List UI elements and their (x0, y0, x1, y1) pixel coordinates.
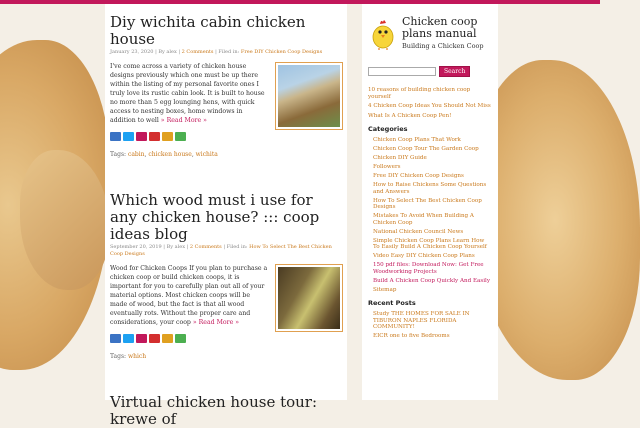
share-more-icon[interactable] (175, 334, 186, 343)
category-link[interactable]: Free DIY Chicken Coop Designs (240, 49, 323, 55)
post (110, 192, 343, 360)
read-more-link[interactable]: » Read More » (160, 117, 207, 124)
share-facebook-icon[interactable] (110, 334, 121, 343)
tag-link[interactable]: chicken house (148, 151, 192, 158)
comments-link[interactable]: 2 Comments (181, 49, 214, 55)
featured-links (368, 87, 492, 119)
sidebar (362, 4, 498, 400)
post-tags: Tags: which (110, 353, 147, 360)
post-meta: September 20, 2019 | By alex | 2 Comments | Filed in: How To Select The Best Chicken Coop Designs (110, 244, 332, 257)
comments-link[interactable]: 2 Comments (189, 244, 222, 250)
categories-list (368, 137, 492, 293)
category-item[interactable]: Chicken Coop Plans That Work (373, 137, 461, 144)
site-tagline: Building a Chicken Coop (402, 42, 484, 50)
category-item[interactable]: How to Raise Chickens Some Questions and Answers (373, 182, 487, 195)
share-twitter-icon[interactable] (123, 334, 134, 343)
share-pinterest-icon[interactable] (136, 334, 147, 343)
share-google-icon[interactable] (149, 334, 160, 343)
category-item[interactable]: Followers (373, 164, 401, 171)
post-meta: January 23, 2020 | By alex | 2 Comments | Filed in: Free DIY Chicken Coop Designs (110, 49, 323, 55)
search-input[interactable] (368, 67, 436, 76)
post-title[interactable]: Virtual chicken house tour: krewe of (110, 393, 318, 428)
share-buttons (110, 132, 343, 141)
main-content (105, 4, 347, 428)
share-twitter-icon[interactable] (123, 132, 134, 141)
tag-link[interactable]: cabin (127, 151, 145, 158)
share-pinterest-icon[interactable] (136, 132, 147, 141)
recent-posts-heading: Recent Posts (368, 299, 416, 308)
site-header[interactable] (368, 16, 492, 50)
tag-link[interactable]: which (127, 353, 147, 360)
post (110, 394, 343, 428)
category-link[interactable]: How To Select The Best Chicken Coop Designs (110, 244, 332, 257)
post-title[interactable]: Which wood must i use for any chicken house? ::: coop ideas blog (110, 191, 320, 243)
category-item[interactable]: Sitemap (373, 286, 397, 293)
category-item[interactable]: Mistakes To Avoid When Building A Chicken Coop (373, 213, 474, 226)
share-email-icon[interactable] (162, 132, 173, 141)
tag-link[interactable]: wichita (195, 151, 218, 158)
chick-logo-icon (368, 16, 398, 50)
search-button[interactable]: Search (439, 66, 470, 77)
share-email-icon[interactable] (162, 334, 173, 343)
sidebar-link[interactable]: 4 Chicken Coop Ideas You Should Not Miss (368, 103, 491, 110)
post-excerpt: I've come across a variety of chicken house designs previously which one must be up there within the listing of my personal favorite ones I truly love its rustic cabin look. It is built to house no more than 5 egg lounging hens, with quick access to nesting boxes, home windows in addition to well » Read More » (110, 62, 343, 125)
category-item[interactable]: Chicken DIY Guide (373, 155, 427, 162)
post (110, 14, 343, 158)
recent-post-item[interactable]: EICR one to five Bedrooms (373, 333, 450, 340)
sidebar-link[interactable]: 10 reasons of building chicken coop yourself (368, 87, 471, 100)
post-excerpt: Wood for Chicken Coops If you plan to purchase a chicken coop or build chicken coops, it is important for you to carefully plan out all of your material options. Most chicken coops will be made of wood, but the fact is that all wood eventually rots. Without the proper care and considerations, your coop » Read More » (110, 264, 343, 327)
category-item[interactable]: Simple Chicken Coop Plans Learn How To Easily Build A Chicken Coop Yourself (373, 237, 487, 251)
recent-posts-list (368, 311, 492, 340)
post-title[interactable]: Diy wichita cabin chicken house (110, 13, 306, 48)
recent-post-item[interactable]: Study THE HOMES FOR SALE IN TIBURON NAPLES FLORIDA COMMUNITY! (373, 311, 470, 331)
share-google-icon[interactable] (149, 132, 160, 141)
share-buttons (110, 334, 343, 343)
category-item[interactable]: Free DIY Chicken Coop Designs (373, 173, 464, 180)
sidebar-link[interactable]: What Is A Chicken Coop Pen! (368, 112, 452, 119)
category-item[interactable]: Build A Chicken Coop Quickly And Easily (373, 277, 490, 284)
site-title[interactable]: Chicken coop plans manual (402, 15, 478, 40)
category-item[interactable]: 150 pdf files: Download Now: Get Free Woodworking Projects (373, 262, 484, 275)
category-item[interactable]: Chicken Coop Tour The Garden Coop (373, 146, 479, 153)
post-thumbnail[interactable] (275, 264, 343, 332)
post-tags: Tags: cabin, chicken house, wichita (110, 151, 218, 158)
share-facebook-icon[interactable] (110, 132, 121, 141)
category-item[interactable]: National Chicken Council News (373, 228, 464, 235)
category-item[interactable]: How To Select The Best Chicken Coop Designs (373, 197, 482, 211)
read-more-link[interactable]: » Read More » (192, 319, 240, 326)
category-item[interactable]: Video Easy DIY Chicken Coop Plans (373, 253, 475, 260)
categories-heading: Categories (368, 125, 408, 134)
post-thumbnail[interactable] (275, 62, 343, 130)
share-more-icon[interactable] (175, 132, 186, 141)
search-form (368, 66, 492, 77)
